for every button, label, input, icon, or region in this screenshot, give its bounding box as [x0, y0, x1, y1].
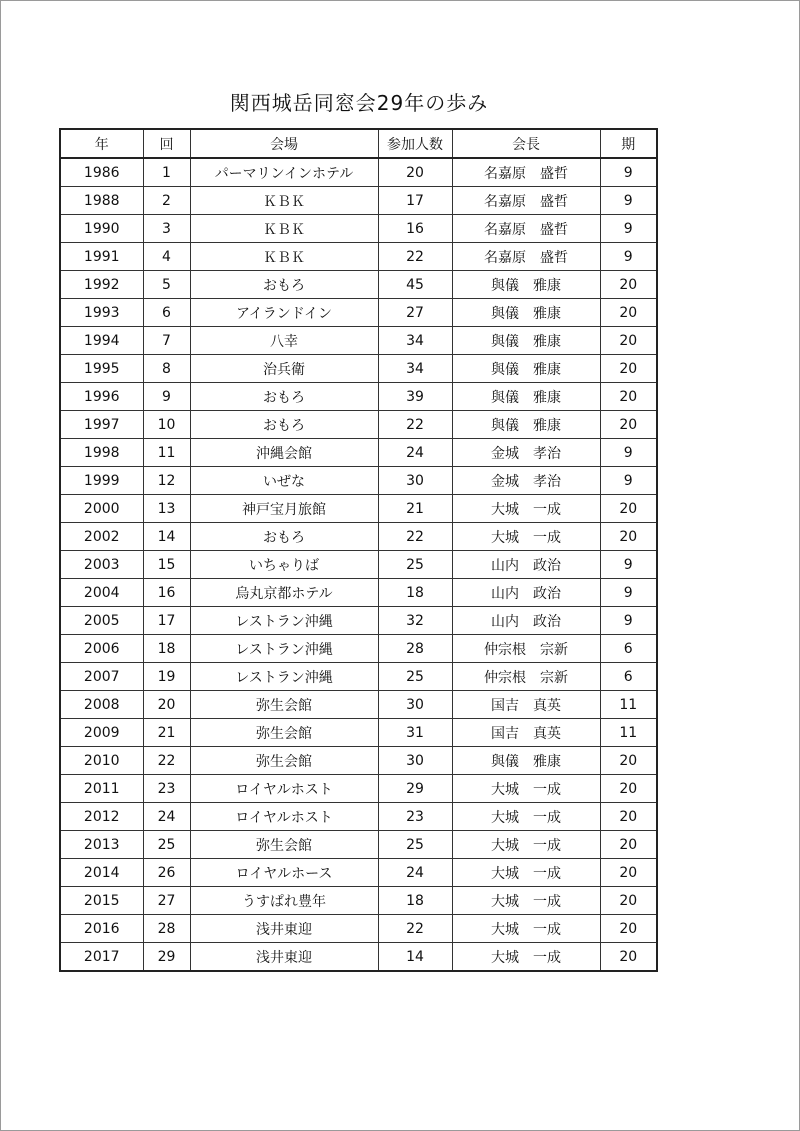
- cell-president: 名嘉原 盛哲: [452, 243, 600, 271]
- cell-president: 與儀 雅康: [452, 327, 600, 355]
- cell-meeting-number: 25: [143, 831, 190, 859]
- cell-meeting-number: 11: [143, 439, 190, 467]
- table-row: [60, 831, 657, 859]
- cell-meeting-number: 9: [143, 383, 190, 411]
- cell-attendance: 20: [378, 158, 452, 187]
- cell-class-term: 9: [600, 439, 657, 467]
- cell-attendance: 25: [378, 663, 452, 691]
- cell-attendance: 30: [378, 691, 452, 719]
- cell-attendance: 25: [378, 831, 452, 859]
- table-row: [60, 915, 657, 943]
- table-row: [60, 607, 657, 635]
- table-row: [60, 719, 657, 747]
- cell-venue: アイランドイン: [190, 299, 378, 327]
- cell-meeting-number: 5: [143, 271, 190, 299]
- table-row: [60, 775, 657, 803]
- cell-class-term: 11: [600, 691, 657, 719]
- cell-year: 1993: [60, 299, 143, 327]
- cell-president: 仲宗根 宗新: [452, 663, 600, 691]
- cell-venue: うすぱれ豊年: [190, 887, 378, 915]
- cell-meeting-number: 10: [143, 411, 190, 439]
- cell-attendance: 18: [378, 579, 452, 607]
- cell-attendance: 30: [378, 467, 452, 495]
- cell-president: 與儀 雅康: [452, 747, 600, 775]
- cell-class-term: 9: [600, 467, 657, 495]
- cell-class-term: 20: [600, 271, 657, 299]
- cell-president: 大城 一成: [452, 831, 600, 859]
- cell-meeting-number: 13: [143, 495, 190, 523]
- cell-year: 1991: [60, 243, 143, 271]
- cell-year: 2010: [60, 747, 143, 775]
- cell-meeting-number: 7: [143, 327, 190, 355]
- cell-venue: レストラン沖縄: [190, 607, 378, 635]
- table-row: [60, 383, 657, 411]
- cell-venue: おもろ: [190, 383, 378, 411]
- table-row: [60, 158, 657, 187]
- cell-year: 2005: [60, 607, 143, 635]
- cell-class-term: 9: [600, 158, 657, 187]
- cell-meeting-number: 3: [143, 215, 190, 243]
- cell-meeting-number: 23: [143, 775, 190, 803]
- table-row: [60, 859, 657, 887]
- cell-attendance: 39: [378, 383, 452, 411]
- cell-class-term: 20: [600, 523, 657, 551]
- cell-attendance: 23: [378, 803, 452, 831]
- cell-venue: 烏丸京都ホテル: [190, 579, 378, 607]
- cell-year: 2008: [60, 691, 143, 719]
- table-body: [60, 158, 657, 971]
- cell-attendance: 18: [378, 887, 452, 915]
- cell-venue: 治兵衛: [190, 355, 378, 383]
- cell-venue: 浅井東迎: [190, 943, 378, 972]
- cell-president: 大城 一成: [452, 887, 600, 915]
- cell-attendance: 16: [378, 215, 452, 243]
- cell-year: 2017: [60, 943, 143, 972]
- cell-class-term: 20: [600, 747, 657, 775]
- cell-venue: 弥生会館: [190, 719, 378, 747]
- cell-president: 名嘉原 盛哲: [452, 215, 600, 243]
- cell-meeting-number: 19: [143, 663, 190, 691]
- table-row: [60, 187, 657, 215]
- cell-meeting-number: 26: [143, 859, 190, 887]
- cell-year: 2013: [60, 831, 143, 859]
- cell-president: 金城 孝治: [452, 467, 600, 495]
- table-row: [60, 495, 657, 523]
- cell-class-term: 20: [600, 943, 657, 972]
- cell-class-term: 20: [600, 299, 657, 327]
- cell-president: 国吉 真英: [452, 719, 600, 747]
- cell-attendance: 34: [378, 355, 452, 383]
- cell-year: 1999: [60, 467, 143, 495]
- table-header-row: [60, 129, 657, 158]
- cell-meeting-number: 21: [143, 719, 190, 747]
- cell-president: 山内 政治: [452, 551, 600, 579]
- cell-year: 1997: [60, 411, 143, 439]
- cell-meeting-number: 15: [143, 551, 190, 579]
- cell-president: 與儀 雅康: [452, 299, 600, 327]
- cell-year: 2006: [60, 635, 143, 663]
- cell-president: 大城 一成: [452, 523, 600, 551]
- cell-class-term: 20: [600, 383, 657, 411]
- cell-year: 2014: [60, 859, 143, 887]
- cell-president: 国吉 真英: [452, 691, 600, 719]
- cell-president: 仲宗根 宗新: [452, 635, 600, 663]
- cell-president: 與儀 雅康: [452, 411, 600, 439]
- cell-venue: 神戸宝月旅館: [190, 495, 378, 523]
- cell-attendance: 30: [378, 747, 452, 775]
- page-title: 関西城岳同窓会29年の歩み: [229, 91, 489, 115]
- cell-class-term: 20: [600, 915, 657, 943]
- cell-class-term: 9: [600, 215, 657, 243]
- cell-venue: おもろ: [190, 523, 378, 551]
- table-row: [60, 355, 657, 383]
- cell-year: 1998: [60, 439, 143, 467]
- cell-class-term: 20: [600, 495, 657, 523]
- cell-meeting-number: 28: [143, 915, 190, 943]
- cell-meeting-number: 1: [143, 158, 190, 187]
- table-row: [60, 467, 657, 495]
- cell-meeting-number: 6: [143, 299, 190, 327]
- cell-attendance: 22: [378, 411, 452, 439]
- cell-president: 與儀 雅康: [452, 355, 600, 383]
- cell-attendance: 29: [378, 775, 452, 803]
- cell-venue: 弥生会館: [190, 831, 378, 859]
- cell-year: 2003: [60, 551, 143, 579]
- cell-attendance: 24: [378, 439, 452, 467]
- cell-attendance: 17: [378, 187, 452, 215]
- table-row: [60, 803, 657, 831]
- cell-year: 1995: [60, 355, 143, 383]
- cell-president: 與儀 雅康: [452, 271, 600, 299]
- cell-year: 1992: [60, 271, 143, 299]
- table-row: [60, 327, 657, 355]
- cell-class-term: 9: [600, 607, 657, 635]
- cell-attendance: 34: [378, 327, 452, 355]
- cell-class-term: 9: [600, 579, 657, 607]
- table-row: [60, 579, 657, 607]
- cell-class-term: 20: [600, 831, 657, 859]
- header-year: 年: [60, 129, 143, 158]
- cell-venue: ロイヤルホスト: [190, 803, 378, 831]
- table-row: [60, 663, 657, 691]
- cell-year: 1994: [60, 327, 143, 355]
- cell-venue: 沖縄会館: [190, 439, 378, 467]
- cell-meeting-number: 4: [143, 243, 190, 271]
- cell-class-term: 20: [600, 887, 657, 915]
- table-row: [60, 551, 657, 579]
- cell-venue: ＫＢＫ: [190, 187, 378, 215]
- table-row: [60, 943, 657, 972]
- cell-venue: いちゃりば: [190, 551, 378, 579]
- cell-president: 大城 一成: [452, 803, 600, 831]
- cell-class-term: 20: [600, 327, 657, 355]
- cell-class-term: 9: [600, 187, 657, 215]
- header-meeting-number: 回: [143, 129, 190, 158]
- cell-venue: パーマリンインホテル: [190, 158, 378, 187]
- cell-year: 1986: [60, 158, 143, 187]
- cell-venue: ロイヤルホース: [190, 859, 378, 887]
- cell-venue: ＫＢＫ: [190, 215, 378, 243]
- cell-attendance: 45: [378, 271, 452, 299]
- cell-venue: いぜな: [190, 467, 378, 495]
- cell-attendance: 27: [378, 299, 452, 327]
- table-row: [60, 691, 657, 719]
- cell-meeting-number: 20: [143, 691, 190, 719]
- cell-attendance: 32: [378, 607, 452, 635]
- cell-class-term: 20: [600, 803, 657, 831]
- table-row: [60, 635, 657, 663]
- cell-president: 大城 一成: [452, 775, 600, 803]
- cell-class-term: 9: [600, 551, 657, 579]
- table-row: [60, 215, 657, 243]
- cell-class-term: 11: [600, 719, 657, 747]
- cell-venue: おもろ: [190, 271, 378, 299]
- table-row: [60, 271, 657, 299]
- cell-year: 2011: [60, 775, 143, 803]
- cell-meeting-number: 24: [143, 803, 190, 831]
- cell-president: 大城 一成: [452, 859, 600, 887]
- table-row: [60, 747, 657, 775]
- cell-president: 名嘉原 盛哲: [452, 158, 600, 187]
- cell-meeting-number: 14: [143, 523, 190, 551]
- cell-venue: レストラン沖縄: [190, 663, 378, 691]
- cell-venue: ＫＢＫ: [190, 243, 378, 271]
- cell-class-term: 20: [600, 859, 657, 887]
- cell-attendance: 14: [378, 943, 452, 972]
- cell-venue: レストラン沖縄: [190, 635, 378, 663]
- cell-class-term: 20: [600, 775, 657, 803]
- cell-attendance: 24: [378, 859, 452, 887]
- cell-year: 2000: [60, 495, 143, 523]
- cell-year: 2002: [60, 523, 143, 551]
- cell-venue: 弥生会館: [190, 691, 378, 719]
- table-row: [60, 439, 657, 467]
- cell-attendance: 22: [378, 243, 452, 271]
- cell-venue: 浅井東迎: [190, 915, 378, 943]
- cell-president: 名嘉原 盛哲: [452, 187, 600, 215]
- cell-meeting-number: 2: [143, 187, 190, 215]
- cell-president: 大城 一成: [452, 495, 600, 523]
- cell-meeting-number: 29: [143, 943, 190, 972]
- cell-president: 大城 一成: [452, 915, 600, 943]
- cell-class-term: 20: [600, 355, 657, 383]
- cell-year: 2012: [60, 803, 143, 831]
- header-venue: 会場: [190, 129, 378, 158]
- cell-meeting-number: 22: [143, 747, 190, 775]
- cell-meeting-number: 8: [143, 355, 190, 383]
- cell-year: 1996: [60, 383, 143, 411]
- table-row: [60, 243, 657, 271]
- cell-year: 1990: [60, 215, 143, 243]
- cell-venue: 弥生会館: [190, 747, 378, 775]
- cell-class-term: 6: [600, 635, 657, 663]
- cell-venue: ロイヤルホスト: [190, 775, 378, 803]
- table-row: [60, 523, 657, 551]
- header-attendance: 参加人数: [378, 129, 452, 158]
- cell-year: 2016: [60, 915, 143, 943]
- cell-year: 1988: [60, 187, 143, 215]
- cell-meeting-number: 18: [143, 635, 190, 663]
- cell-class-term: 6: [600, 663, 657, 691]
- table-row: [60, 887, 657, 915]
- cell-president: 大城 一成: [452, 943, 600, 972]
- cell-attendance: 25: [378, 551, 452, 579]
- cell-year: 2015: [60, 887, 143, 915]
- cell-president: 金城 孝治: [452, 439, 600, 467]
- cell-year: 2009: [60, 719, 143, 747]
- cell-president: 與儀 雅康: [452, 383, 600, 411]
- cell-meeting-number: 27: [143, 887, 190, 915]
- cell-president: 山内 政治: [452, 579, 600, 607]
- cell-class-term: 20: [600, 411, 657, 439]
- cell-attendance: 21: [378, 495, 452, 523]
- cell-venue: 八幸: [190, 327, 378, 355]
- cell-attendance: 22: [378, 523, 452, 551]
- cell-attendance: 28: [378, 635, 452, 663]
- cell-year: 2004: [60, 579, 143, 607]
- cell-year: 2007: [60, 663, 143, 691]
- table-row: [60, 411, 657, 439]
- header-class-term: 期: [600, 129, 657, 158]
- cell-meeting-number: 12: [143, 467, 190, 495]
- cell-meeting-number: 17: [143, 607, 190, 635]
- cell-venue: おもろ: [190, 411, 378, 439]
- cell-meeting-number: 16: [143, 579, 190, 607]
- cell-president: 山内 政治: [452, 607, 600, 635]
- header-president: 会長: [452, 129, 600, 158]
- cell-attendance: 22: [378, 915, 452, 943]
- table-row: [60, 299, 657, 327]
- history-table: [59, 128, 658, 972]
- cell-class-term: 9: [600, 243, 657, 271]
- cell-attendance: 31: [378, 719, 452, 747]
